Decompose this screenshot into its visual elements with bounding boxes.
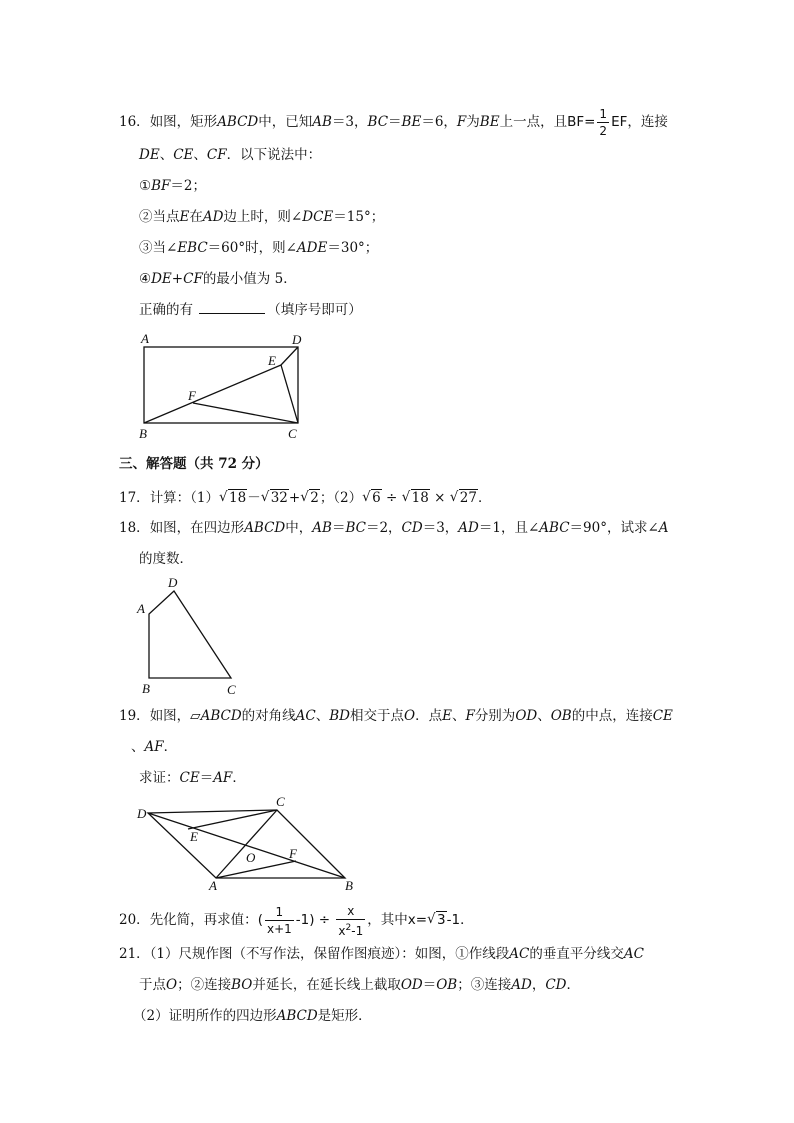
fig19-label-D: D <box>137 806 147 821</box>
fig18-label-D: D <box>168 575 178 590</box>
section-heading: 三、解答题（共 72 分） <box>119 456 269 472</box>
fig19-label-O: O <box>246 850 256 865</box>
fraction-1-over-x-plus-1: $\frac{1}{x+1}$ <box>266 905 292 936</box>
q21-line3: （2）证明所作的四边形ABCD是矩形． <box>133 1008 372 1024</box>
q18-line1: 18．如图，在四边形ABCD中，AB＝BC＝2，CD＝3，AD＝1，且∠ABC＝90°，试求∠A <box>119 520 669 536</box>
fig19-label-A: A <box>209 878 217 893</box>
fig19-label-F: F <box>289 846 297 861</box>
q19-prove: 求证：CE＝AF． <box>139 770 246 786</box>
fig16-label-D: D <box>292 332 302 347</box>
fig18-label-A: A <box>137 601 145 616</box>
fig19-label-C: C <box>276 794 285 809</box>
q17-line: 17．计算：（1）√ 18－√ 32+√ 2；（2）√ 6 ÷ √ 18 × √ 27． <box>119 488 491 508</box>
q16-line1: 16．如图，矩形ABCD中，已知AB＝3，BC＝BE＝6，F为BE上一点，且BF= $\frac{1}{2}$ EF，连接 <box>119 107 668 138</box>
fig19-label-E: E <box>190 829 198 844</box>
q16-statement-2: ②当点E在AD边上时，则∠DCE＝15°； <box>139 209 385 225</box>
q18-line2: 的度数． <box>139 551 193 567</box>
fig19-label-B: B <box>345 878 353 893</box>
q16-statement-4: ④DE+CF的最小值为 5． <box>139 271 297 287</box>
fig18-label-B: B <box>142 681 150 696</box>
fraction-x-over-x2-minus-1: $\frac{x}{x^2-1}$ <box>338 903 364 938</box>
fraction-one-half: $\frac{1}{2}$ <box>599 107 608 138</box>
q16-statement-3: ③当∠EBC＝60°时，则∠ADE＝30°； <box>139 240 379 256</box>
q16-line2: DE、CE、CF．以下说法中： <box>139 147 322 163</box>
fig18-label-C: C <box>227 682 236 697</box>
q21-line1: 21．（1）尺规作图（不写作法，保留作图痕迹）：如图，①作线段AC的垂直平分线交AC <box>119 946 644 962</box>
q20-line: 20．先化简，再求值：( $\frac{1}{x+1}$ -1) ÷ $\frac{x}{x^2-1}$ ，其中x=√ 3-1． <box>119 902 474 939</box>
q21-line2: 于点O；②连接BO并延长，在延长线上截取OD＝OB；③连接AD，CD． <box>139 977 580 993</box>
fig16-label-B: B <box>139 426 147 441</box>
q19-line1: 19．如图，▱ABCD的对角线AC、BD相交于点O．点E、F分别为OD、OB的中点，连接CE <box>119 708 673 724</box>
fig16-label-A: A <box>141 331 149 346</box>
q16-statement-1: ①BF＝2； <box>139 178 206 194</box>
fig16-label-F: F <box>188 388 196 403</box>
fig16-label-E: E <box>268 353 276 368</box>
q19-line2: 、AF． <box>131 739 178 755</box>
fig16-label-C: C <box>288 426 297 441</box>
q16-answer-prompt: 正确的有 （填序号即可） <box>139 302 362 318</box>
